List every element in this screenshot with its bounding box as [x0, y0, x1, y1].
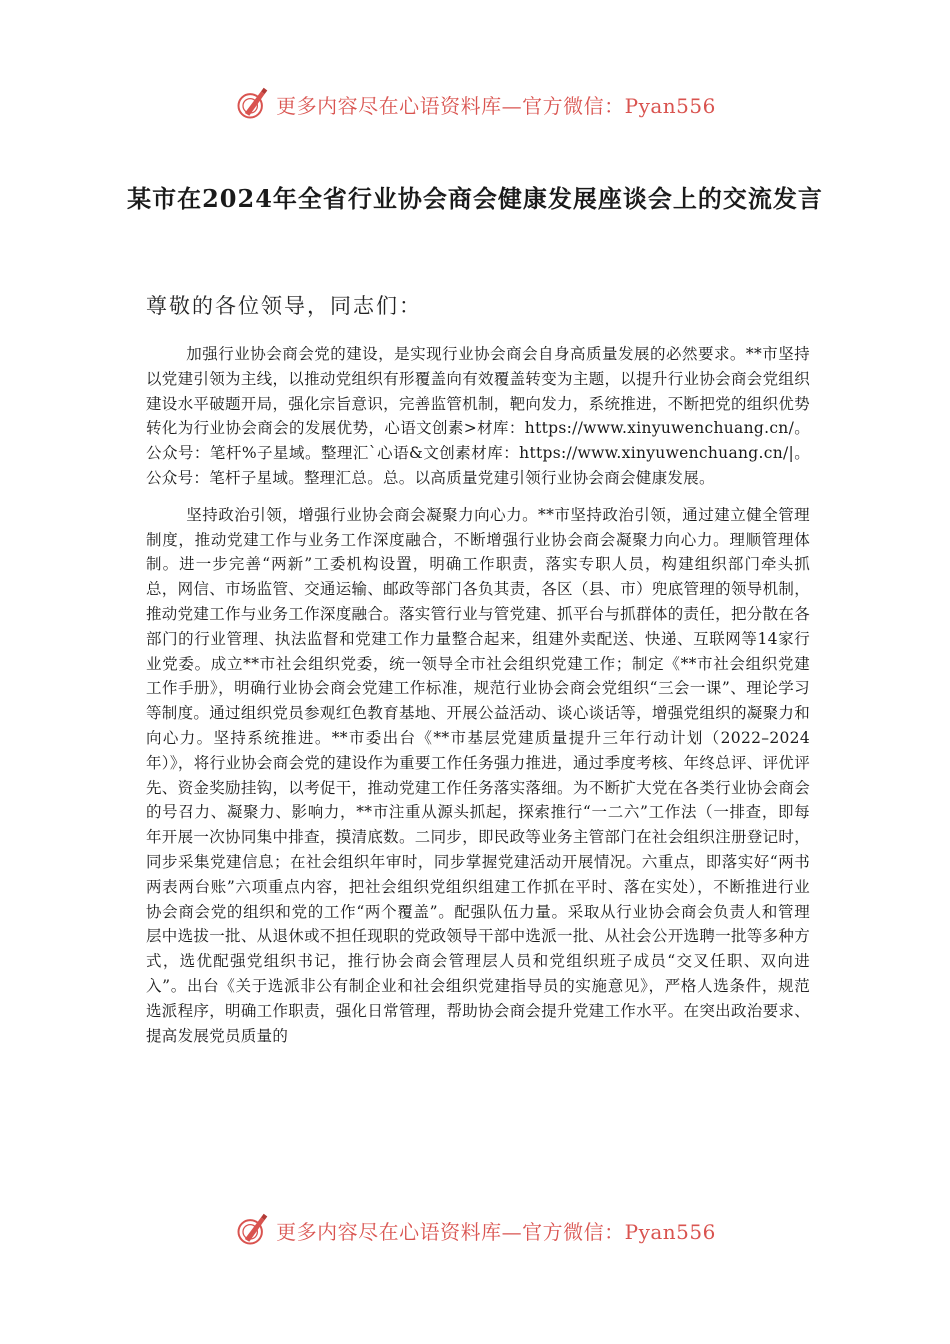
paragraph-1: 加强行业协会商会党的建设，是实现行业协会商会自身高质量发展的必然要求。**市坚持以党建引领为主线，以推动党组织有形覆盖向有效覆盖转变为主题，以提升行业协会商会党组织建设水平破题开局，强化宗旨意识，完善监管机制，靶向发力，系统推进，不断把党的组织优势转化为行业协会商会的发展优势，心语文创素>材库：https://www.xinyuwenchuang.cn/。公众号：笔杆%子星域。整理汇`心语&文创素材库：https://www.xinyuwenchuang.cn/|。公众号：笔杆子星域。整理汇总。总。以高质量党建引领行业协会商会健康发展。: [146, 345, 810, 487]
document-title: 某市在2024年全省行业协会商会健康发展座谈会上的交流发言: [127, 184, 823, 213]
pen-nib-logo-icon: [234, 1212, 270, 1248]
paragraph-2: 坚持政治引领，增强行业协会商会凝聚力向心力。**市坚持政治引领，通过建立健全管理制度，推动党建工作与业务工作深度融合，不断增强行业协会商会凝聚力向心力。理顺管理体制。进一步完善“两新”工委机构设置，明确工作职责，落实专职人员，构建组织部门牵头抓总，网信、市场监管、交通运输、邮政等部门各负其责，各区（县、市）兜底管理的领导机制，推动党建工作与业务工作深度融合。落实管行业与管党建、抓平台与抓群体的责任，把分散在各部门的行业管理、执法监督和党建工作力量整合起来，组建外卖配送、快递、互联网等14家行业党委。成立**市社会组织党委，统一领导全市社会组织党建工作；制定《**市社会组织党建工作手册》，明确行业协会商会党建工作标准，规范行业协会商会党组织“三会一课”、理论学习等制度。通过组织党员参观红色教育基地、开展公益活动、谈心谈话等，增强党组织的凝聚力和向心力。坚持系统推进。**市委出台《**市基层党建质量提升三年行动计划（2022–2024年）》，将行业协会商会党的建设作为重要工作任务强力推进，通过季度考核、年终总评、评优评先、资金奖励挂钩，以考促干，推动党建工作任务落实落细。为不断扩大党在各类行业协会商会的号召力、凝聚力、影响力，**市注重从源头抓起，探索推行“一二六”工作法（一排查，即每年开展一次协同集中排查，摸清底数。二同步，即民政等业务主管部门在社会组织注册登记时，同步采集党建信息；在社会组织年审时，同步掌握党建活动开展情况。六重点，即落实好“两书两表两台账”六项重点内容，把社会组织党组织组建工作抓在平时、落在实处），不断推进行业协会商会党的组织和党的工作“两个覆盖”。配强队伍力量。采取从行业协会商会负责人和管理层中选拔一批、从退休或不担任现职的党政领导干部中选派一批、从社会公开选聘一批等多种方式，选优配强党组织书记，推行协会商会管理层人员和党组织班子成员“交叉任职、双向进入”。出台《关于选派非公有制企业和社会组织党建指导员的实施意见》，严格人选条件，规范选派程序，明确工作职责，强化日常管理，帮助协会商会提升党建工作水平。在突出政治要求、提高发展党员质量的: [146, 505, 810, 1045]
document-body: [146, 342, 810, 1060]
header-banner: [0, 84, 950, 124]
pen-nib-logo-icon: [234, 86, 270, 122]
footer-banner: [0, 1210, 950, 1250]
banner-text: 更多内容尽在心语资料库—官方微信：Pyan556: [276, 93, 716, 118]
banner-text: 更多内容尽在心语资料库—官方微信：Pyan556: [276, 1219, 716, 1244]
salutation: 尊敬的各位领导，同志们：: [146, 294, 422, 318]
